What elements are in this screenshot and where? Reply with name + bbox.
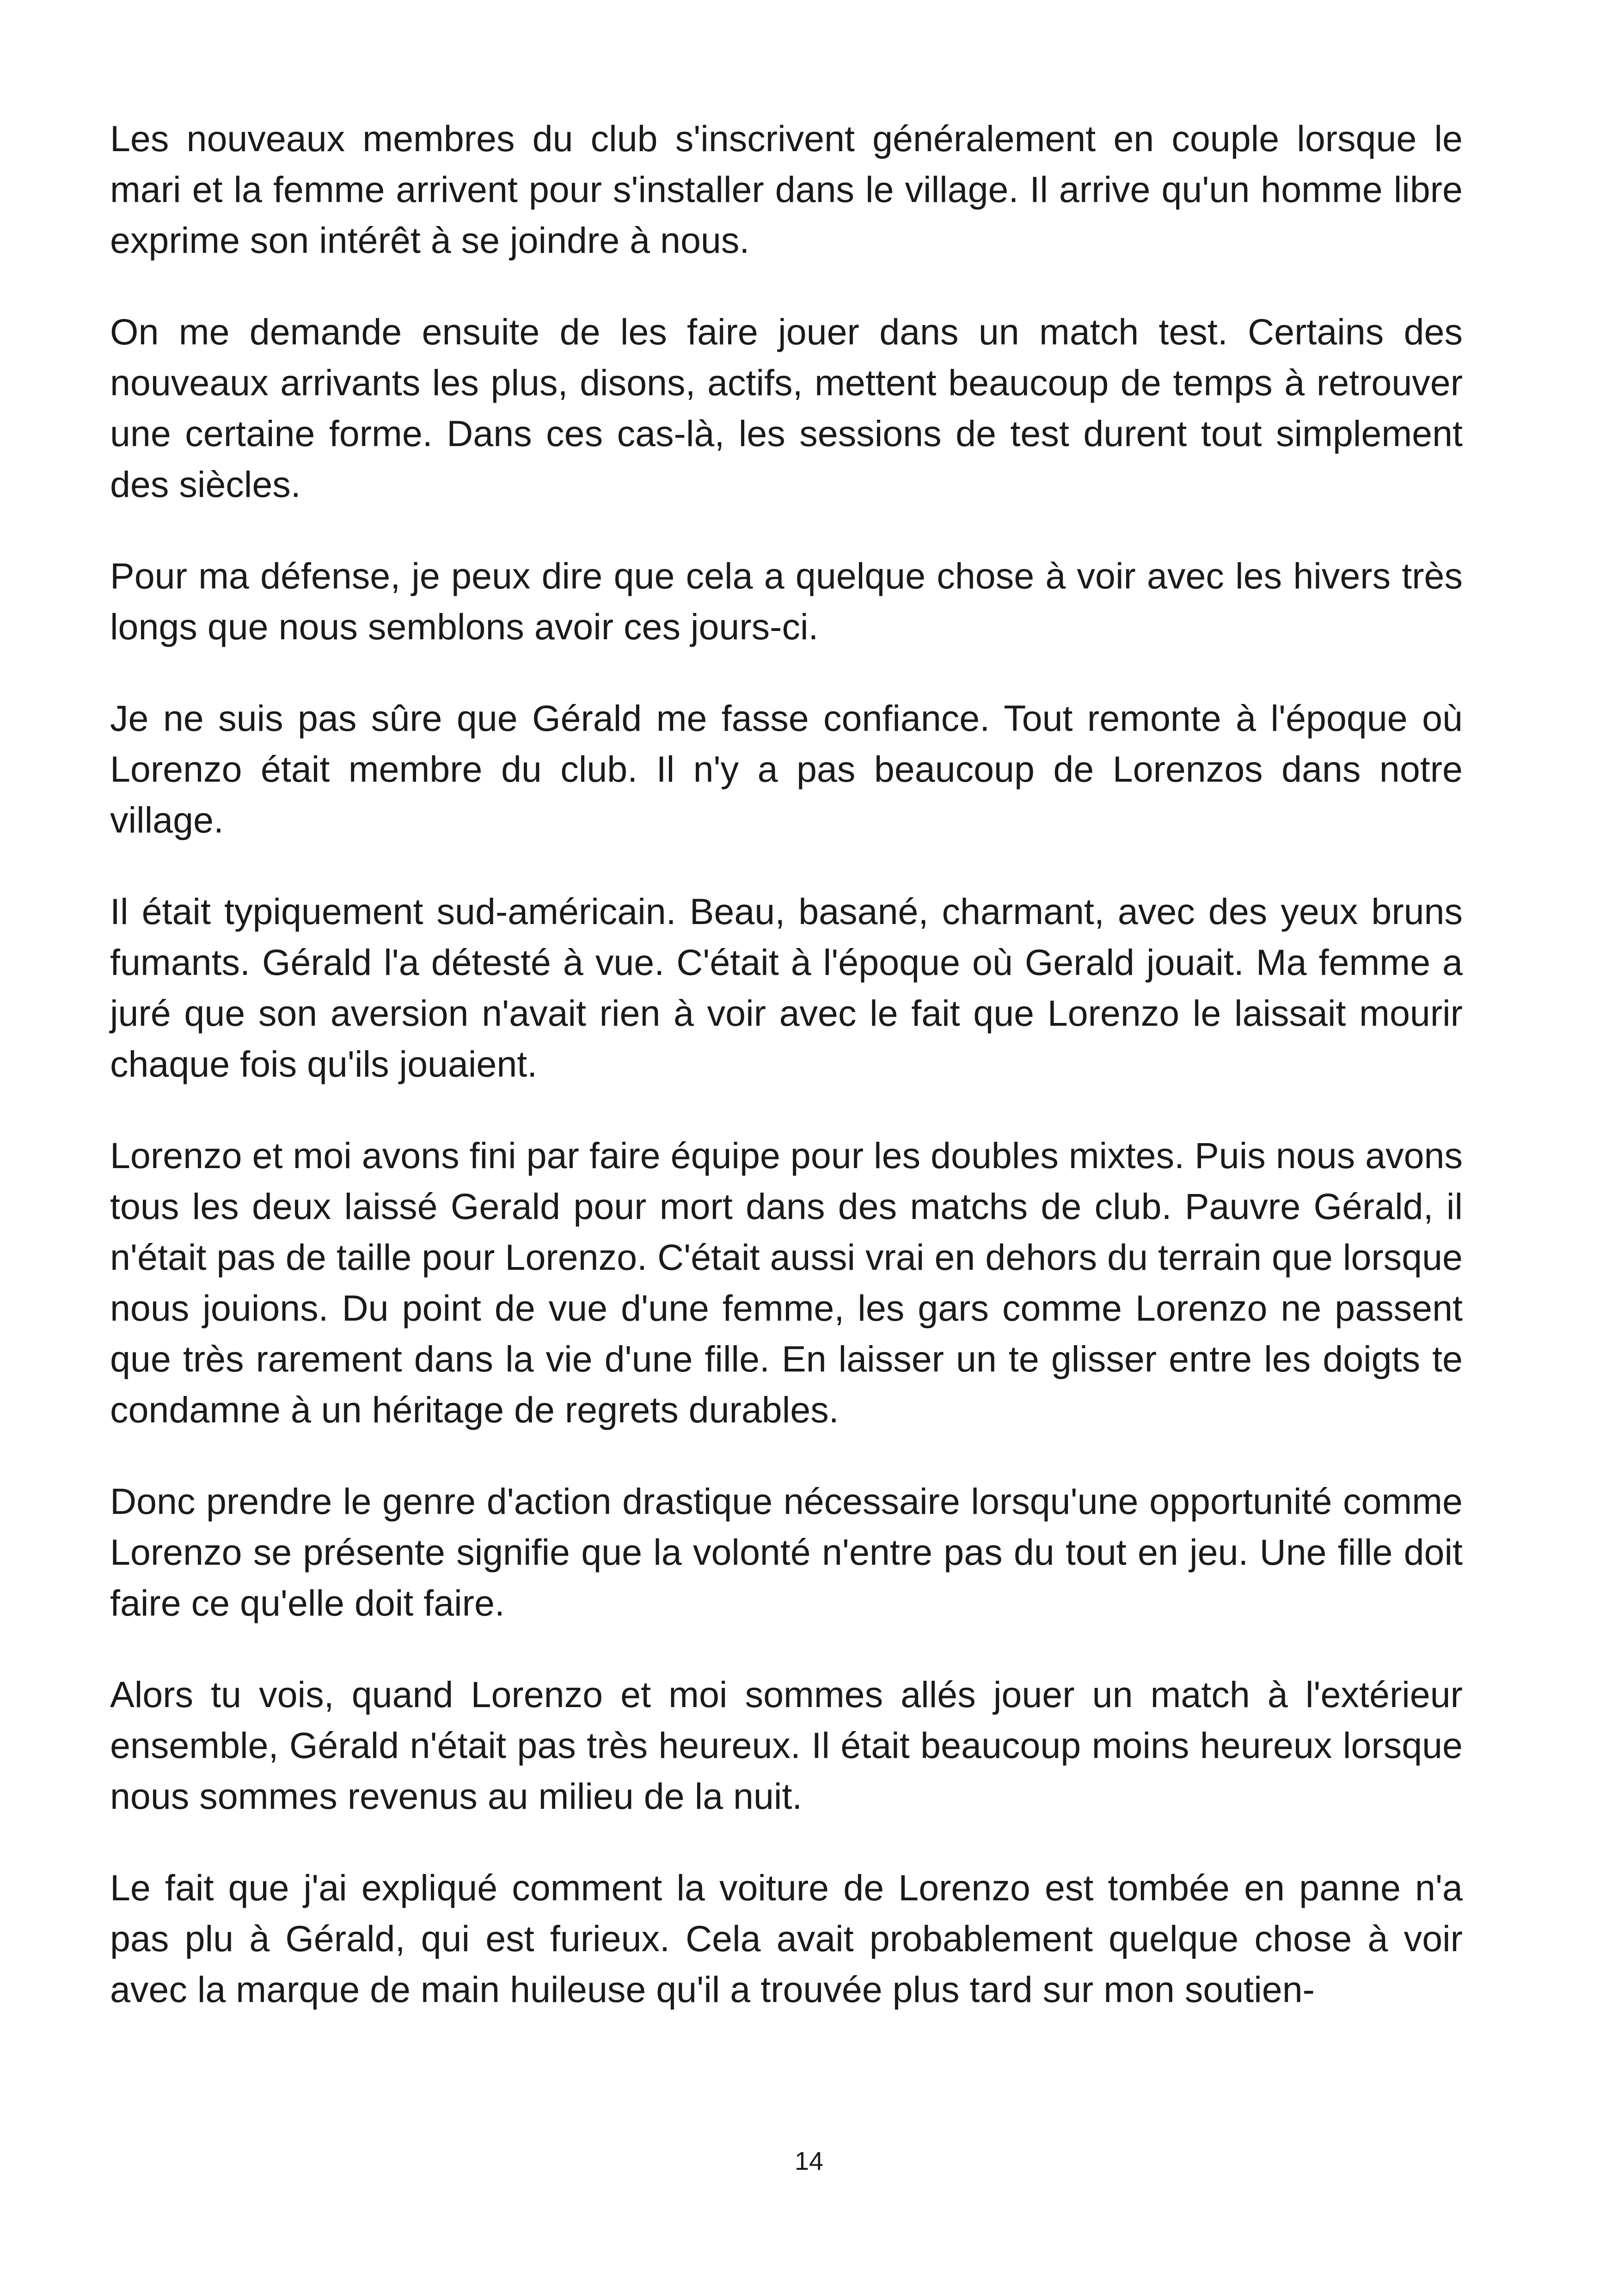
paragraph-8: Alors tu vois, quand Lorenzo et moi sommes allés jouer un match à l'extérieur ensemble, Gérald n'était pas très heureux. Il était beaucoup moins heureux lorsque nous sommes revenus au milieu de la nuit. <box>110 1674 1463 1817</box>
paragraph-2: On me demande ensuite de les faire jouer dans un match test. Certains des nouveaux arrivants les plus, disons, actifs, mettent beaucoup de temps à retrouver une certaine forme. Dans ces cas-là, les sessions de test durent tout simplement des siècles. <box>110 311 1463 505</box>
paragraph-4: Je ne suis pas sûre que Gérald me fasse confiance. Tout remonte à l'époque où Lorenzo était membre du club. Il n'y a pas beaucoup de Lorenzos dans notre village. <box>110 698 1463 840</box>
paragraph-9: Le fait que j'ai expliqué comment la voiture de Lorenzo est tombée en panne n'a pas plu à Gérald, qui est furieux. Cela avait probablement quelque chose à voir avec la marque de main huileuse qu'il a trouvée plus tard sur mon soutien- <box>110 1867 1463 2010</box>
paragraph-7: Donc prendre le genre d'action drastique nécessaire lorsqu'une opportunité comme Lorenzo se présente signifie que la volonté n'entre pas du tout en jeu. Une fille doit faire ce qu'elle doit faire. <box>110 1481 1463 1623</box>
paragraph-1: Les nouveaux membres du club s'inscrivent généralement en couple lorsque le mari et la femme arrivent pour s'installer dans le village. Il arrive qu'un homme libre exprime son intérêt à se joindre à nous. <box>110 118 1463 261</box>
paragraph-6: Lorenzo et moi avons fini par faire équipe pour les doubles mixtes. Puis nous avons tous les deux laissé Gerald pour mort dans des matchs de club. Pauvre Gérald, il n'était pas de taille pour Lorenzo. C'était aussi vrai en dehors du terrain que lorsque nous jouions. Du point de vue d'une femme, les gars comme Lorenzo ne passent que très rarement dans la vie d'une fille. En laisser un te glisser entre les doigts te condamne à un héritage de regrets durables. <box>110 1135 1463 1430</box>
body-text <box>110 113 1463 2015</box>
page-number: 14 <box>794 2146 824 2175</box>
paragraph-5: Il était typiquement sud-américain. Beau, basané, charmant, avec des yeux bruns fumants. Gérald l'a détesté à vue. C'était à l'époque où Gerald jouait. Ma femme a juré que son aversion n'avait rien à voir avec le fait que Lorenzo le laissait mourir chaque fois qu'ils jouaient. <box>110 891 1463 1084</box>
paragraph-3: Pour ma défense, je peux dire que cela a quelque chose à voir avec les hivers très longs que nous semblons avoir ces jours-ci. <box>110 555 1463 647</box>
